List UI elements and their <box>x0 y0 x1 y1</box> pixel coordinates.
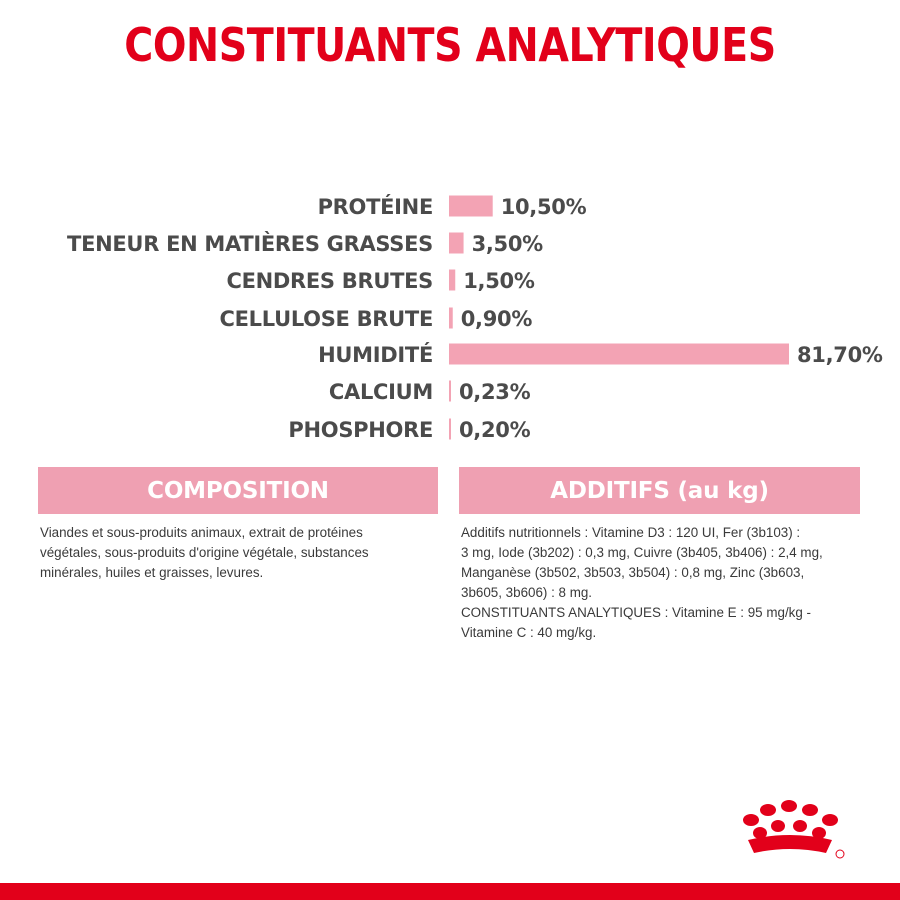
bar <box>449 381 451 402</box>
value-label: 3,50% <box>471 232 543 256</box>
value-label: 0,90% <box>460 307 533 331</box>
value-label: 0,20% <box>459 418 531 442</box>
bar <box>449 196 493 217</box>
bottom-brand-bar <box>0 883 900 900</box>
category-label: PROTÉINE <box>317 195 433 219</box>
additifs-title: ADDITIFS (au kg) <box>550 477 769 504</box>
composition-line: végétales, sous-produits d'origine végétale, substances <box>40 545 369 560</box>
value-label: 81,70% <box>797 343 883 367</box>
bar <box>449 270 455 291</box>
bar <box>449 233 464 254</box>
category-label: HUMIDITÉ <box>318 343 433 367</box>
additifs-line: 3 mg, Iode (3b202) : 0,3 mg, Cuivre (3b405, 3b406) : 2,4 mg, <box>461 545 823 560</box>
additifs-line: 3b605, 3b606) : 8 mg. <box>461 585 593 600</box>
additifs-text <box>461 523 881 643</box>
bar <box>449 419 451 440</box>
additifs-line: CONSTITUANTS ANALYTIQUES : Vitamine E : 95 mg/kg - <box>461 605 811 620</box>
additifs-line: Additifs nutritionnels : Vitamine D3 : 120 UI, Fer (3b103) : <box>461 525 801 540</box>
composition-line: minérales, huiles et graisses, levures. <box>40 565 264 580</box>
value-label: 10,50% <box>500 195 587 219</box>
category-label: CENDRES BRUTES <box>226 269 433 293</box>
value-label: 0,23% <box>459 380 531 404</box>
additifs-line: Manganèse (3b502, 3b503, 3b504) : 0,8 mg, Zinc (3b603, <box>461 565 805 580</box>
category-label: CELLULOSE BRUTE <box>219 307 433 331</box>
category-label: TENEUR EN MATIÈRES GRASSES <box>67 232 433 256</box>
bar <box>449 308 453 329</box>
composition-text <box>40 523 440 583</box>
additifs-header <box>459 467 860 514</box>
royal-canin-crown-icon <box>738 800 850 860</box>
page-title: CONSTITUANTS ANALYTIQUES <box>124 18 776 72</box>
bar <box>449 344 789 365</box>
composition-header <box>38 467 438 514</box>
value-label: 1,50% <box>463 269 535 293</box>
composition-title: COMPOSITION <box>147 477 329 504</box>
category-label: PHOSPHORE <box>288 418 433 442</box>
composition-line: Viandes et sous-produits animaux, extrait de protéines <box>40 525 363 540</box>
category-label: CALCIUM <box>328 380 433 404</box>
additifs-line: Vitamine C : 40 mg/kg. <box>461 625 597 640</box>
